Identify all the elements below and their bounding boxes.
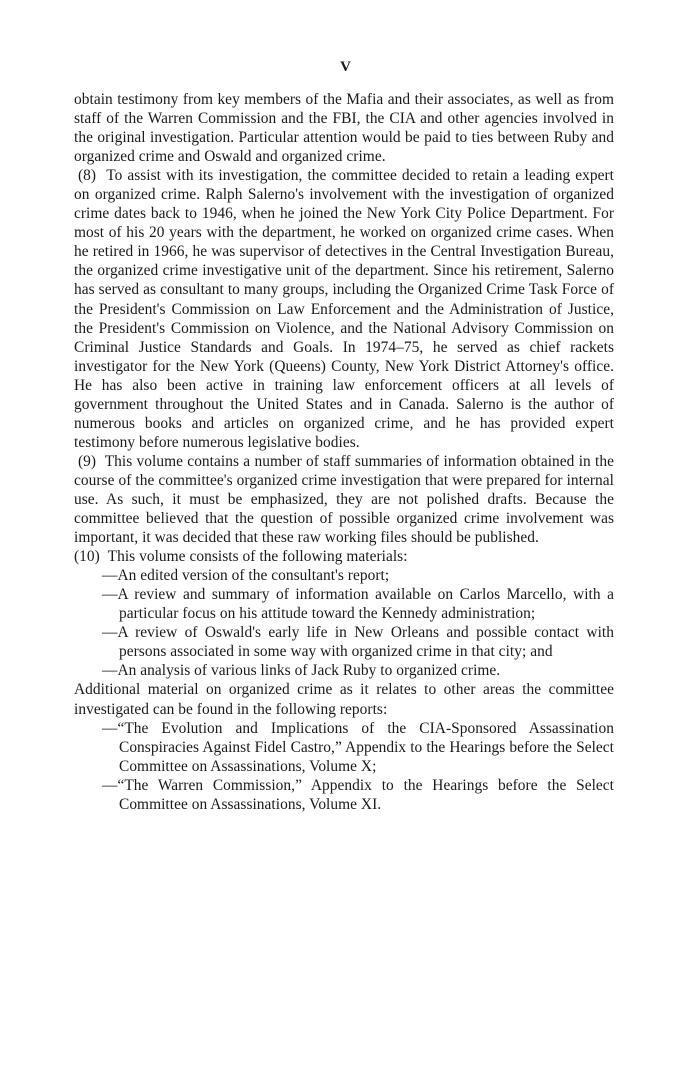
paragraph-text: This volume consists of the following materials: — [107, 548, 408, 566]
paragraph-9 — [74, 452, 614, 547]
paragraph-number: (10) — [74, 548, 100, 566]
additional-material-paragraph: Additional material on organized crime as it relates to other areas the committee investigated can be found in the following reports: — [74, 681, 614, 718]
paragraph-number: (9) — [78, 452, 97, 470]
list-item: —An edited version of the consultant's report; — [102, 567, 390, 585]
paragraph-10 — [74, 547, 614, 566]
page-number: V — [340, 59, 351, 75]
paragraph-8 — [74, 166, 614, 452]
list-item: —“The Warren Commission,” Appendix to the Hearings before the Select Committee on Assassinations, Volume XI. — [102, 776, 614, 813]
list-item: —“The Evolution and Implications of the CIA-Sponsored Assassination Conspiracies Against Fidel Castro,” Appendix to the Hearings before the Select Committee on Assassinations, Volume X; — [102, 719, 614, 775]
list-item: —A review of Oswald's early life in New Orleans and possible contact with persons associated in some way with organized crime in that city; and — [102, 624, 614, 661]
paragraph-text: This volume contains a number of staff summaries of information obtained in the course of the committee's organized crime investigation that were prepared for internal use. As such, it must be emphasized, they are not polished drafts. Because the committee believed that the question of possible organized crime involvement was important, it was decided that these raw working files should be published. — [74, 452, 615, 547]
paragraph-text: To assist with its investigation, the committee decided to retain a leading expert on organized crime. Ralph Salerno's involvement with the investigation of organized crime dates back to 1946, when he joined the New York City Police Department. For most of his 20 years with the department, he worked on organized crime cases. When he retired in 1966, he was supervisor of detectives in the Central Investigation Bureau, the organized crime investigative unit of the department. Since his retirement, Salerno has served as consultant to many groups, including the Organized Crime Task Force of the President's Commission on Law Enforcement and the Administration of Justice, the President's Commission on Violence, and the National Advisory Commission on Criminal Justice Standards and Goals. In 1974–75, he served as chief rackets investigator for the New York (Queens) County, New York District Attorney's office. He has also been active in training law enforcement officers at all levels of government throughout the United States and in Canada. Salerno is the author of numerous books and articles on organized crime, and he has provided expert testimony before numerous legislative bodies. — [74, 167, 614, 451]
body-text — [74, 90, 614, 814]
continuation-paragraph: obtain testimony from key members of the Mafia and their associates, as well as from staff of the Warren Commission and the FBI, the CIA and other agencies involved in the original investigation. Particular attention would be paid to ties between Ruby and organized crime and Oswald and organized crime. — [74, 91, 614, 166]
reports-list — [74, 719, 614, 814]
materials-list — [74, 566, 614, 680]
list-item: —A review and summary of information available on Carlos Marcello, with a particular focus on his attitude toward the Kennedy administration; — [102, 586, 614, 623]
list-item: —An analysis of various links of Jack Ruby to organized crime. — [102, 662, 501, 680]
paragraph-number: (8) — [78, 167, 97, 185]
